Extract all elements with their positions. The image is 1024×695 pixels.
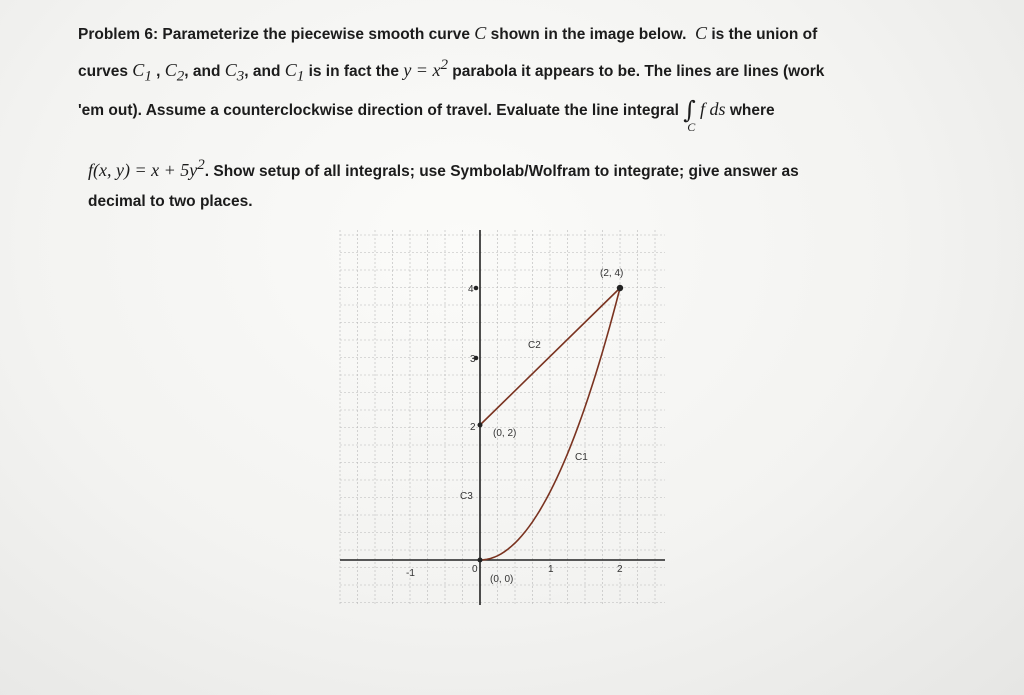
problem-text-6: is in fact the <box>308 63 399 80</box>
curve-c2: $C_2$ <box>164 60 185 85</box>
curve-graph <box>330 220 675 620</box>
tick-label-x-2: 2 <box>617 564 623 575</box>
parabola-equation: $y = x^2$ <box>403 57 448 80</box>
problem-text-7: parabola it appears to be. The lines are lines (work <box>452 63 825 80</box>
integrand: f ds <box>700 98 726 119</box>
problem-text-11: decimal to two places. <box>88 193 253 210</box>
integral-sign: ∫ <box>683 95 696 124</box>
curve-c1-again: $C_1$ <box>284 60 305 85</box>
problem-text-2: shown in the image below. <box>490 26 687 43</box>
problem-heading: Problem 6: <box>78 26 159 43</box>
problem-line-3 <box>78 92 958 134</box>
point-00-dot <box>478 558 483 563</box>
label-c3: C3 <box>460 491 473 502</box>
function-definition: f(x, $y) = x + 5y^2$ <box>88 157 205 180</box>
tick-label-x-neg1: -1 <box>406 568 415 579</box>
label-point-24: (2, 4) <box>600 268 624 279</box>
problem-line-4 <box>88 150 799 217</box>
curve-symbol-2: C <box>695 23 708 43</box>
tick-label-y-2: 2 <box>470 422 476 433</box>
problem-statement <box>78 18 958 134</box>
point-24-dot <box>617 285 623 291</box>
integral-limit: C <box>687 119 696 134</box>
problem-text-5: , and <box>244 63 281 80</box>
label-c2: C2 <box>528 340 541 351</box>
grid-lines <box>340 230 665 605</box>
curve-c2-line <box>480 288 620 425</box>
tick-y4-dot <box>474 286 479 291</box>
problem-text-10: . Show setup of all integrals; use Symbolab/Wolfram to integrate; give answer as <box>204 163 799 180</box>
tick-label-y-3: 3 <box>470 354 476 365</box>
tick-label-x-1: 1 <box>548 564 554 575</box>
point-02-dot <box>478 423 483 428</box>
problem-line-1 <box>78 18 958 50</box>
and-text-1: , and <box>184 63 221 80</box>
curve-c3: $C_3$ <box>224 60 245 85</box>
problem-text-9: where <box>729 101 775 119</box>
label-c1: C1 <box>575 452 588 463</box>
tick-label-y-4: 4 <box>468 284 474 295</box>
problem-text-8: 'em out). Assume a counterclockwise direction of travel. Evaluate the line integral <box>78 101 679 119</box>
curve-c1: $C_1$ <box>132 60 152 85</box>
problem-text-4: curves <box>78 63 128 80</box>
label-point-00: (0, 0) <box>490 574 514 585</box>
label-point-02: (0, 2) <box>493 428 517 439</box>
line-integral <box>683 92 726 134</box>
tick-label-x-0: 0 <box>472 564 478 575</box>
curve-symbol: C <box>474 23 487 43</box>
problem-line-2: curves $C_1$ , $C_2$, and $C_3$, and $C_1$ is in fact the $y = x^2$ parabola it appears to be. The lines are lines (work <box>78 57 825 85</box>
problem-text-3: is the union of <box>711 26 818 43</box>
problem-text-1: Parameterize the piecewise smooth curve <box>162 26 470 43</box>
